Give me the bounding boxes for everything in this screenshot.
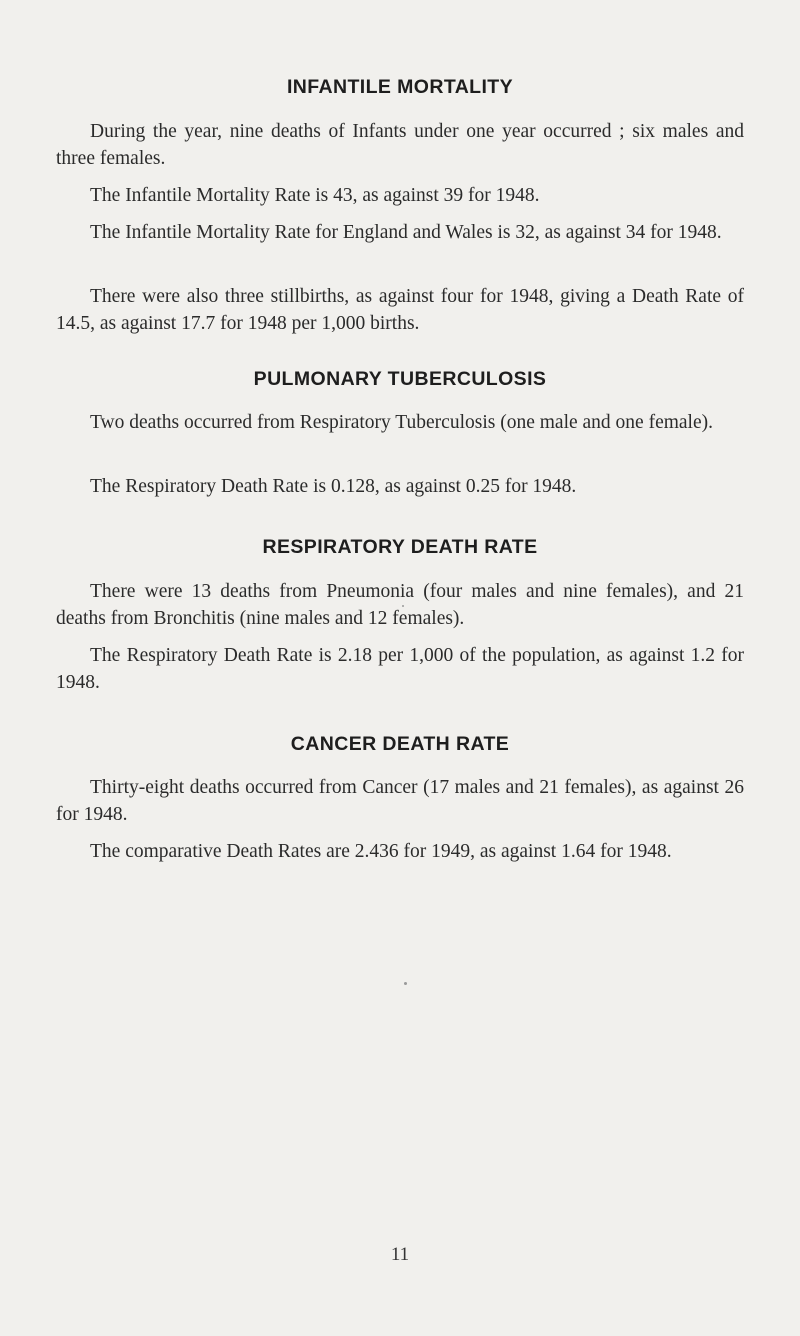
paragraph-infantile-rate: The Infantile Mortality Rate is 43, as against 39 for 1948.: [90, 185, 540, 206]
paragraph-cancer-rates: The comparative Death Rates are 2.436 for 1949, as against 1.64 for 1948.: [90, 841, 672, 862]
scan-speck: [402, 605, 404, 607]
heading-respiratory-death-rate: RESPIRATORY DEATH RATE: [262, 536, 538, 558]
paragraph-tuberculosis-rate: The Respiratory Death Rate is 0.128, as against 0.25 for 1948.: [90, 476, 577, 497]
heading-cancer-death-rate: CANCER DEATH RATE: [290, 733, 510, 755]
heading-pulmonary-tuberculosis: PULMONARY TUBERCULOSIS: [253, 368, 547, 390]
paragraph-pneumonia-bronchitis: There were 13 deaths from Pneumonia (four males and nine females), and 21 deaths from Bronchitis (nine males and 12 females).: [56, 581, 744, 629]
paragraph-cancer-deaths: Thirty-eight deaths occurred from Cancer (17 males and 21 females), as against 26 for 1948.: [56, 777, 744, 825]
paragraph-tuberculosis-deaths: Two deaths occurred from Respiratory Tuberculosis (one male and one female).: [90, 412, 713, 433]
paragraph-infant-deaths: During the year, nine deaths of Infants under one year occurred ; six males and three females.: [56, 121, 744, 169]
paragraph-england-wales-rate: The Infantile Mortality Rate for England and Wales is 32, as against 34 for 1948.: [90, 222, 722, 243]
paragraph-respiratory-rate: The Respiratory Death Rate is 2.18 per 1,000 of the population, as against 1.2 for 1948.: [56, 645, 744, 693]
heading-infantile-mortality: INFANTILE MORTALITY: [286, 76, 514, 98]
scan-speck: [404, 982, 407, 985]
paragraph-stillbirths: There were also three stillbirths, as against four for 1948, giving a Death Rate of 14.5, as against 17.7 for 1948 per 1,000 births.: [56, 286, 744, 334]
page-number: 11: [390, 1244, 410, 1265]
